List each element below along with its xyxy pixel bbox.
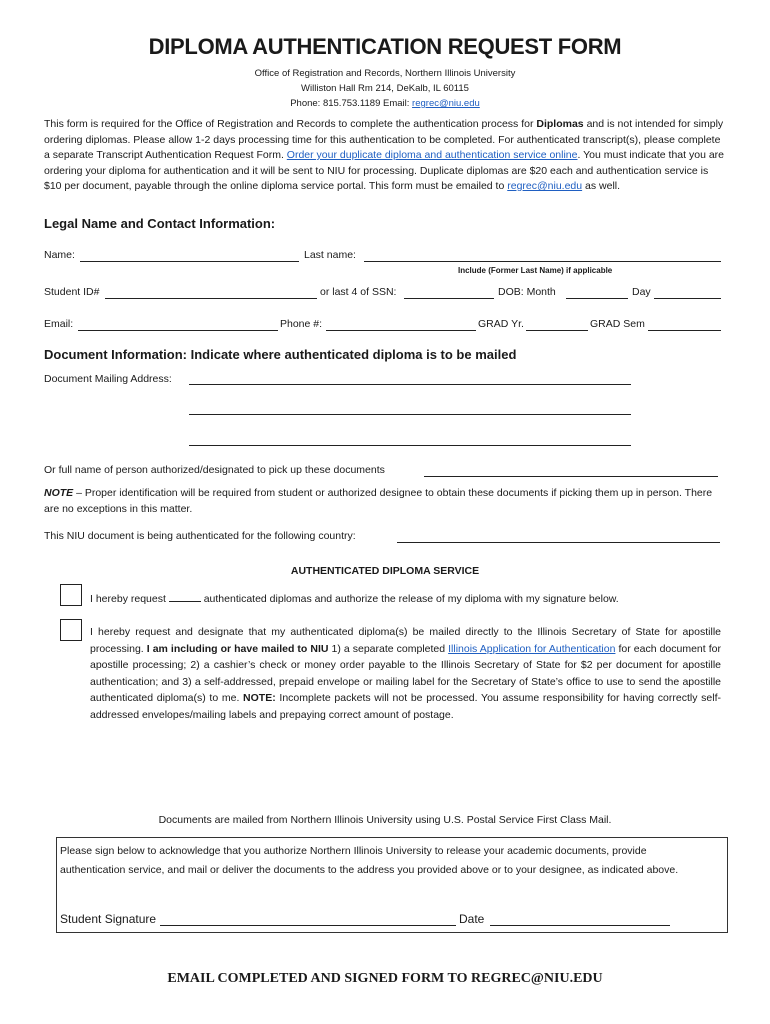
option-2-note: NOTE: xyxy=(243,692,276,705)
ssn-label: or last 4 of SSN: xyxy=(320,286,397,298)
document-heading: Document Information: Indicate where authenticated diploma is to be mailed xyxy=(44,347,517,362)
option-1-text-a: I hereby request xyxy=(90,593,169,605)
option-2-text-d: Incomplete packets will not be processed. You assume responsibility for having correctly self-addressed envelopes/mailing labels and prepaying correct amount of postage. xyxy=(90,692,721,721)
dob-day-label: Day xyxy=(632,286,651,298)
email-field[interactable] xyxy=(78,319,278,331)
option-2-text-c: for each document for apostille processing; 2) a cashier’s check or money order payable to the Illinois Secretary of State for $2 per document for apostille authentication; and 3) a self-addressed, prepaid envelope or mailing label for the Secretary of State’s office to use to send the apostille authenticated diploma(s) to me. xyxy=(90,642,721,705)
mailing-address-label: Document Mailing Address: xyxy=(44,373,172,385)
former-name-note: Include (Former Last Name) if applicable xyxy=(458,266,613,275)
intro-text-2: and is not intended for simply ordering diplomas. Please allow 1-2 days processing time for this authentication to be completed. For authenticated transcript(s), please complete a separate Transcript Authentication Request Form. xyxy=(44,118,724,161)
intro-paragraph xyxy=(44,117,724,195)
option-2-text xyxy=(90,624,721,724)
last-name-field[interactable] xyxy=(364,250,721,262)
legal-heading: Legal Name and Contact Information: xyxy=(44,216,276,231)
grad-sem-field[interactable] xyxy=(648,319,721,331)
date-field[interactable] xyxy=(490,914,670,926)
option-2-text-a: I hereby request and designate that my authenticated diploma(s) be mailed directly to the Illinois Secretary of State for apostille processing. xyxy=(90,626,721,655)
service-heading: AUTHENTICATED DIPLOMA SERVICE xyxy=(290,565,480,577)
mailing-address-line-2[interactable] xyxy=(189,403,631,415)
mailing-address-line-1[interactable] xyxy=(189,373,631,385)
note-paragraph xyxy=(44,486,724,517)
dob-month-label: DOB: Month xyxy=(498,286,556,298)
signature-box xyxy=(56,837,728,933)
grad-year-label: GRAD Yr. xyxy=(478,318,524,330)
phone-text: Phone: 815.753.1189 Email: xyxy=(290,98,410,109)
email-label: Email: xyxy=(44,318,74,330)
student-id-field[interactable] xyxy=(105,287,317,299)
option-1-checkbox[interactable] xyxy=(60,584,82,606)
signature-field[interactable] xyxy=(160,914,456,926)
ssn-field[interactable] xyxy=(404,287,494,299)
intro-text-3: . You must indicate that you are ordering your diploma for authentication and it will be sent to NIU for processing. Duplicate diplomas are $20 each and authentication service is $10 per document, payable through the online diploma service portal. This form must be emailed to xyxy=(44,149,724,192)
country-field[interactable] xyxy=(397,531,720,543)
intro-text-4: as well. xyxy=(582,180,621,192)
name-field[interactable] xyxy=(80,250,299,262)
option-2-bold: I am including or have mailed to NIU xyxy=(146,642,329,655)
grad-year-field[interactable] xyxy=(526,319,588,331)
option-2-text-b: 1) a separate completed xyxy=(328,642,449,655)
intro-email-link[interactable]: regrec@niu.edu xyxy=(507,180,583,192)
option-2-checkbox[interactable] xyxy=(60,619,82,641)
student-id-label: Student ID# xyxy=(44,286,100,298)
order-diploma-link[interactable]: Order your duplicate diploma and authentication service online xyxy=(286,149,578,161)
mailing-address-line-3[interactable] xyxy=(189,434,631,446)
office-name: Office of Registration and Records, Northern Illinois University xyxy=(254,68,516,79)
intro-bold: Diplomas xyxy=(536,118,584,130)
phone-field[interactable] xyxy=(326,319,476,331)
intro-text-1: This form is required for the Office of Registration and Records to complete the authentication process for xyxy=(44,118,537,130)
dob-month-field[interactable] xyxy=(566,287,628,299)
note-text: – Proper identification will be required from student or authorized designee to obtain these documents if picking them up in person. There are no exceptions in this matter. xyxy=(44,487,713,515)
country-label: This NIU document is being authenticated for the following country: xyxy=(44,530,356,542)
form-title: DIPLOMA AUTHENTICATION REQUEST FORM xyxy=(148,34,622,59)
name-label: Name: xyxy=(44,249,75,261)
pickup-label: Or full name of person authorized/designated to pick up these documents xyxy=(44,464,385,476)
acknowledgement-text: Please sign below to acknowledge that you authorize Northern Illinois University to release your academic documents, provide authentication service, and mail or deliver the documents to the address you provided above or to your designee, as indicated above. xyxy=(60,845,679,876)
phone-label: Phone #: xyxy=(280,318,323,330)
pickup-name-field[interactable] xyxy=(424,465,718,477)
office-contact xyxy=(0,98,770,109)
header-email-link[interactable]: regrec@niu.edu xyxy=(412,98,480,109)
note-label: NOTE xyxy=(44,487,74,499)
option-1-text xyxy=(90,591,619,605)
grad-sem-label: GRAD Sem xyxy=(590,318,645,330)
dob-day-field[interactable] xyxy=(654,287,721,299)
office-address: Williston Hall Rm 214, DeKalb, IL 60115 xyxy=(301,83,469,94)
illinois-application-link[interactable]: Illinois Application for Authentication xyxy=(448,642,616,655)
date-label: Date xyxy=(459,912,485,926)
last-name-label: Last name: xyxy=(304,249,356,261)
mailing-note: Documents are mailed from Northern Illinois University using U.S. Postal Service First Class Mail. xyxy=(158,814,612,826)
footer-instruction: EMAIL COMPLETED AND SIGNED FORM TO REGREC@NIU.EDU xyxy=(167,971,603,986)
signature-label: Student Signature xyxy=(60,912,157,926)
option-1-text-b: authenticated diplomas and authorize the release of my diploma with my signature below. xyxy=(200,593,619,605)
diploma-count-field[interactable] xyxy=(169,591,201,602)
